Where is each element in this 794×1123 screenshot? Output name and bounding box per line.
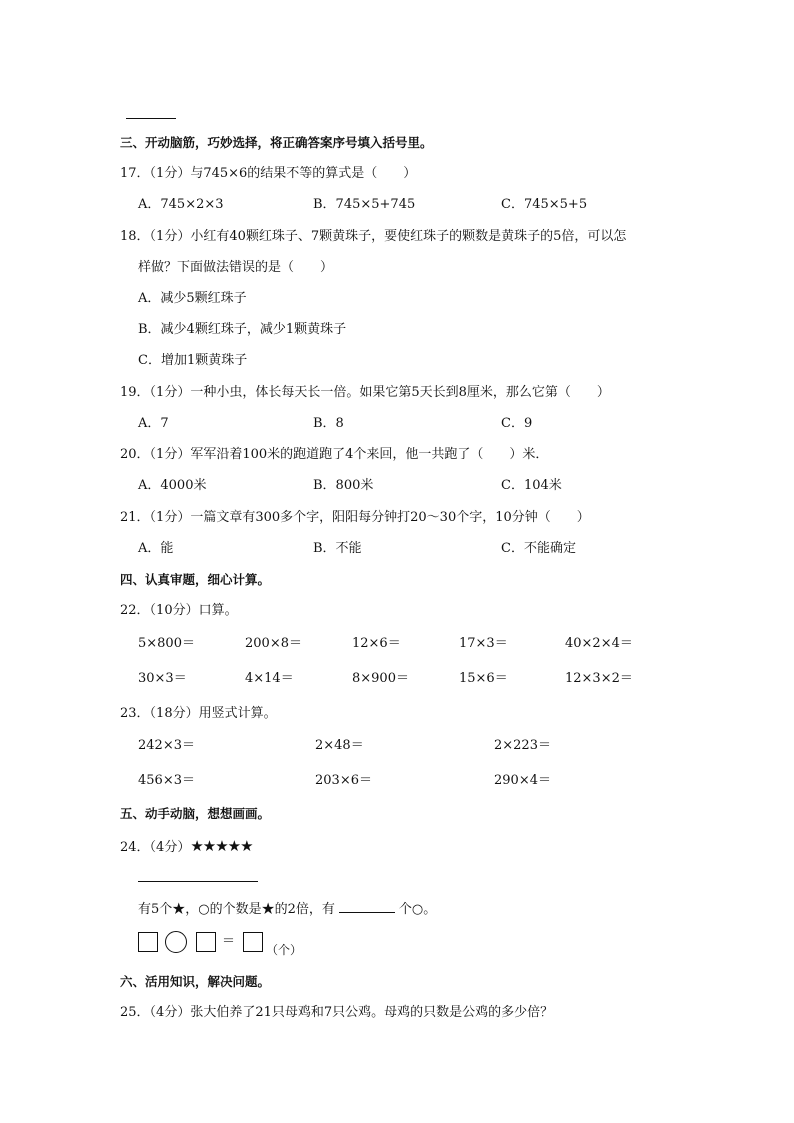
question-22-stem: 22．（10分）口算。	[120, 603, 238, 618]
question-23-stem: 23．（18分）用竖式计算。	[120, 706, 277, 721]
question-24-stem	[120, 837, 253, 857]
question-19-option-c[interactable]: C．9	[501, 416, 533, 431]
question-18-stem-line1: 18．（1分）小红有40颗红珠子、7颗黄珠子，要使红珠子的颗数是黄珠子的5倍，可以怎	[120, 229, 627, 244]
question-24-sentence	[138, 900, 436, 919]
star-row: ★★★★★	[190, 837, 253, 855]
vertical-calc-item: 242×3＝	[138, 738, 195, 753]
unit-label: （个）	[266, 943, 303, 957]
question-21-option-a[interactable]: A．能	[138, 541, 174, 556]
question-19-option-b[interactable]: B．8	[313, 416, 344, 431]
question-18-option-c[interactable]: C．增加1颗黄珠子	[138, 353, 248, 368]
vertical-calc-item: 203×6＝	[315, 773, 372, 788]
sentence-part-a: 有5个★，○的个数是★的2倍，有	[138, 902, 335, 917]
question-21-option-b[interactable]: B．不能	[313, 541, 362, 556]
answer-blank-line[interactable]	[138, 881, 258, 882]
section-6-heading: 六、活用知识，解决问题。	[120, 974, 271, 989]
oral-calc-item: 12×6＝	[352, 636, 401, 651]
question-17-option-b[interactable]: B．745×5+745	[313, 197, 416, 212]
equation-result-box[interactable]	[243, 932, 263, 952]
equation-box-2[interactable]	[196, 932, 216, 952]
question-18-option-b[interactable]: B．减少4颗红珠子，减少1颗黄珠子	[138, 322, 347, 337]
oral-calc-item: 17×3＝	[459, 636, 508, 651]
question-25-stem: 25．（4分）张大伯养了21只母鸡和7只公鸡。母鸡的只数是公鸡的多少倍？	[120, 1005, 554, 1020]
question-18-option-a[interactable]: A．减少5颗红珠子	[138, 291, 247, 306]
question-20-option-a[interactable]: A．4000米	[138, 478, 207, 493]
question-17-option-a[interactable]: A．745×2×3	[138, 197, 224, 212]
question-18-stem-line2: 样做？下面做法错误的是（ ）	[138, 260, 334, 275]
vertical-calc-item: 456×3＝	[138, 773, 195, 788]
question-24-label: 24．（4分）	[120, 840, 191, 855]
question-19-option-a[interactable]: A．7	[138, 416, 169, 431]
oral-calc-item: 5×800＝	[138, 636, 195, 651]
vertical-calc-item: 2×48＝	[315, 738, 364, 753]
sentence-part-b: 个○。	[398, 902, 437, 917]
answer-blank-line-top	[126, 118, 176, 119]
equation-box-1[interactable]	[138, 932, 158, 952]
question-17-option-c[interactable]: C．745×5+5	[501, 197, 588, 212]
question-19-stem: 19．（1分）一种小虫，体长每天长一倍。如果它第5天长到8厘米，那么它第（ ）	[120, 385, 610, 400]
question-20-stem: 20．（1分）军军沿着100米的跑道跑了4个来回，他一共跑了（ ）米．	[120, 447, 549, 462]
oral-calc-item: 4×14＝	[245, 671, 294, 686]
vertical-calc-item: 290×4＝	[494, 773, 551, 788]
question-21-option-c[interactable]: C．不能确定	[501, 541, 576, 556]
oral-calc-item: 8×900＝	[352, 671, 409, 686]
section-5-heading: 五、动手动脑，想想画画。	[120, 806, 271, 821]
vertical-calc-item: 2×223＝	[494, 738, 551, 753]
oral-calc-item: 40×2×4＝	[565, 636, 633, 651]
operator-circle[interactable]	[165, 931, 187, 953]
section-4-heading: 四、认真审题，细心计算。	[120, 572, 271, 587]
equals-sign: ＝	[222, 934, 236, 949]
question-17-stem: 17．（1分）与745×6的结果不等的算式是（ ）	[120, 166, 417, 181]
oral-calc-item: 15×6＝	[459, 671, 508, 686]
question-20-option-b[interactable]: B．800米	[313, 478, 374, 493]
oral-calc-item: 200×8＝	[245, 636, 302, 651]
question-20-option-c[interactable]: C．104米	[501, 478, 562, 493]
oral-calc-item: 12×3×2＝	[565, 671, 633, 686]
count-answer-blank[interactable]	[339, 900, 395, 913]
question-21-stem: 21．（1分）一篇文章有300多个字，阳阳每分钟打20～30个字，10分钟（ ）	[120, 510, 590, 525]
section-3-heading: 三、开动脑筋，巧妙选择，将正确答案序号填入括号里。	[120, 135, 433, 150]
oral-calc-item: 30×3＝	[138, 671, 187, 686]
